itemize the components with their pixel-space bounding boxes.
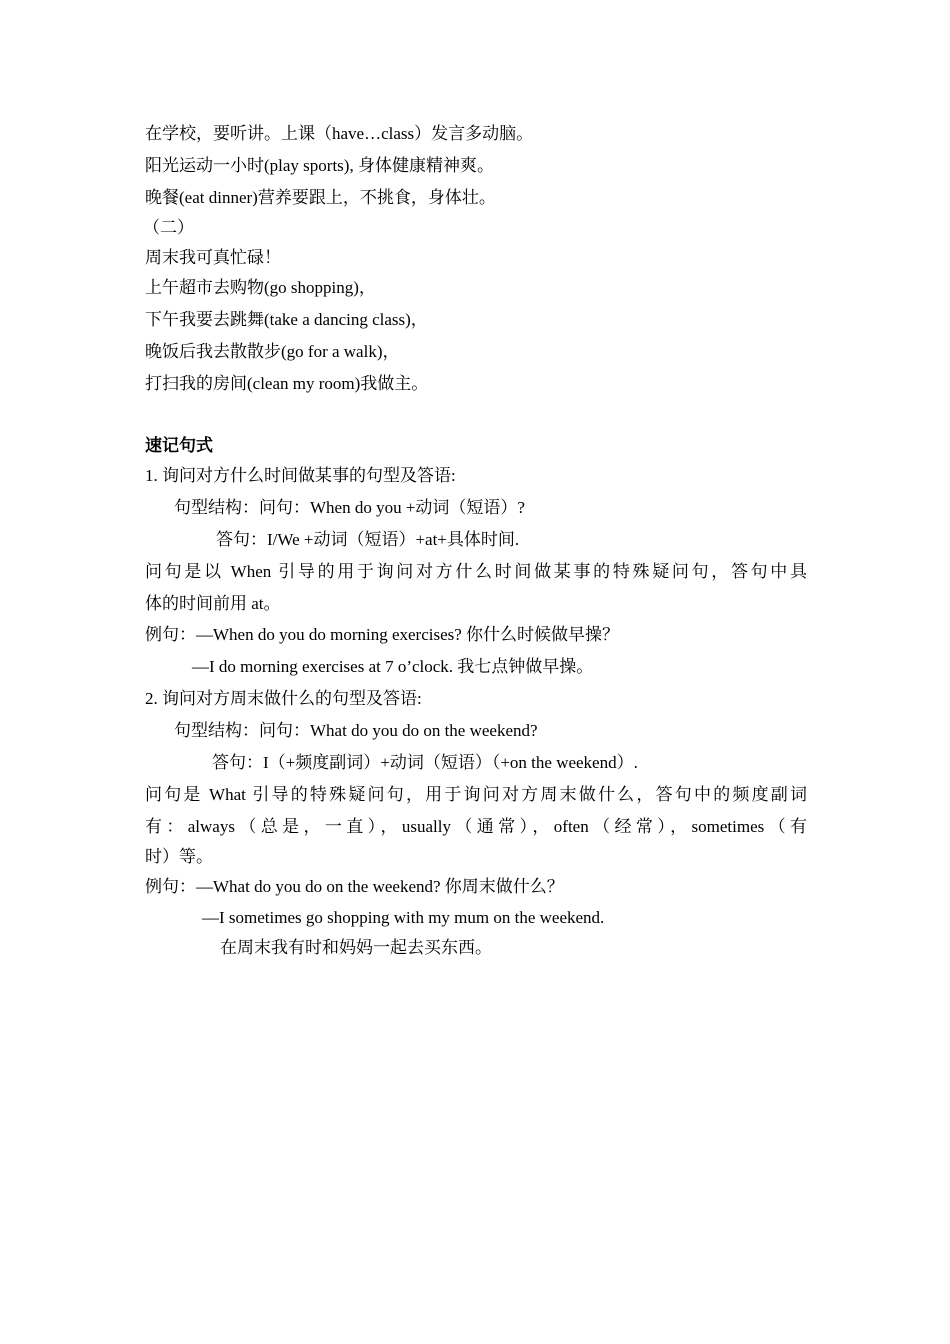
pattern-1-explanation-line-2: 体的时间前用 at。 (145, 594, 281, 613)
pattern-2-explanation-line-1: 问句是 What 引导的特殊疑问句，用于询问对方周末做什么，答句中的频度副词 (145, 785, 807, 804)
rhyme-line-1: 在学校，要听讲。上课（have…class）发言多动脑。 (145, 124, 534, 143)
pattern-1-example-question: 例句：—When do you do morning exercises? 你什么时候做早操？ (145, 625, 620, 644)
rhyme-two-line-4: 晚饭后我去散散步(go for a walk)， (145, 342, 400, 361)
rhyme-two-line-2: 上午超市去购物(go shopping)， (145, 278, 376, 297)
pattern-2-heading: 2. 询问对方周末做什么的句型及答语: (145, 689, 422, 708)
pattern-2-explanation-line-2: 有：always（总是，一直），usually（通常），often（经常），sometimes（有 (145, 817, 807, 836)
rhyme-line-3: 晚餐(eat dinner)营养要跟上，不挑食，身体壮。 (145, 188, 496, 207)
rhyme-line-2: 阳光运动一小时(play sports), 身体健康精神爽。 (145, 156, 494, 175)
section-title: 速记句式 (145, 436, 213, 455)
pattern-1-answer: 答句：I/We +动词（短语）+at+具体时间. (216, 530, 520, 549)
pattern-1-explanation-line-1: 问句是以 When 引导的用于询问对方什么时间做某事的特殊疑问句，答句中具 (145, 562, 807, 581)
pattern-1-question: 句型结构：问句：When do you +动词（短语）? (174, 498, 525, 517)
pattern-2-question: 句型结构：问句：What do you do on the weekend? (174, 721, 538, 740)
pattern-1-example-answer: —I do morning exercises at 7 o’clock. 我七点钟做早操。 (192, 657, 594, 676)
pattern-2-example-question: 例句：—What do you do on the weekend? 你周末做什么？ (145, 877, 564, 896)
pattern-1-heading: 1. 询问对方什么时间做某事的句型及答语: (145, 466, 456, 485)
rhyme-two-line-1: 周末我可真忙碌！ (145, 248, 281, 267)
pattern-2-answer: 答句：I（+频度副词）+动词（短语）（+on the weekend）. (212, 753, 638, 772)
rhyme-two-heading: （二） (143, 218, 194, 237)
pattern-2-example-translation: 在周末我有时和妈妈一起去买东西。 (220, 938, 492, 957)
rhyme-two-line-3: 下午我要去跳舞(take a dancing class)， (145, 310, 428, 329)
rhyme-two-line-5: 打扫我的房间(clean my room)我做主。 (145, 374, 429, 393)
pattern-2-example-answer: —I sometimes go shopping with my mum on the weekend. (202, 908, 605, 927)
pattern-2-explanation-line-3: 时）等。 (145, 847, 213, 866)
